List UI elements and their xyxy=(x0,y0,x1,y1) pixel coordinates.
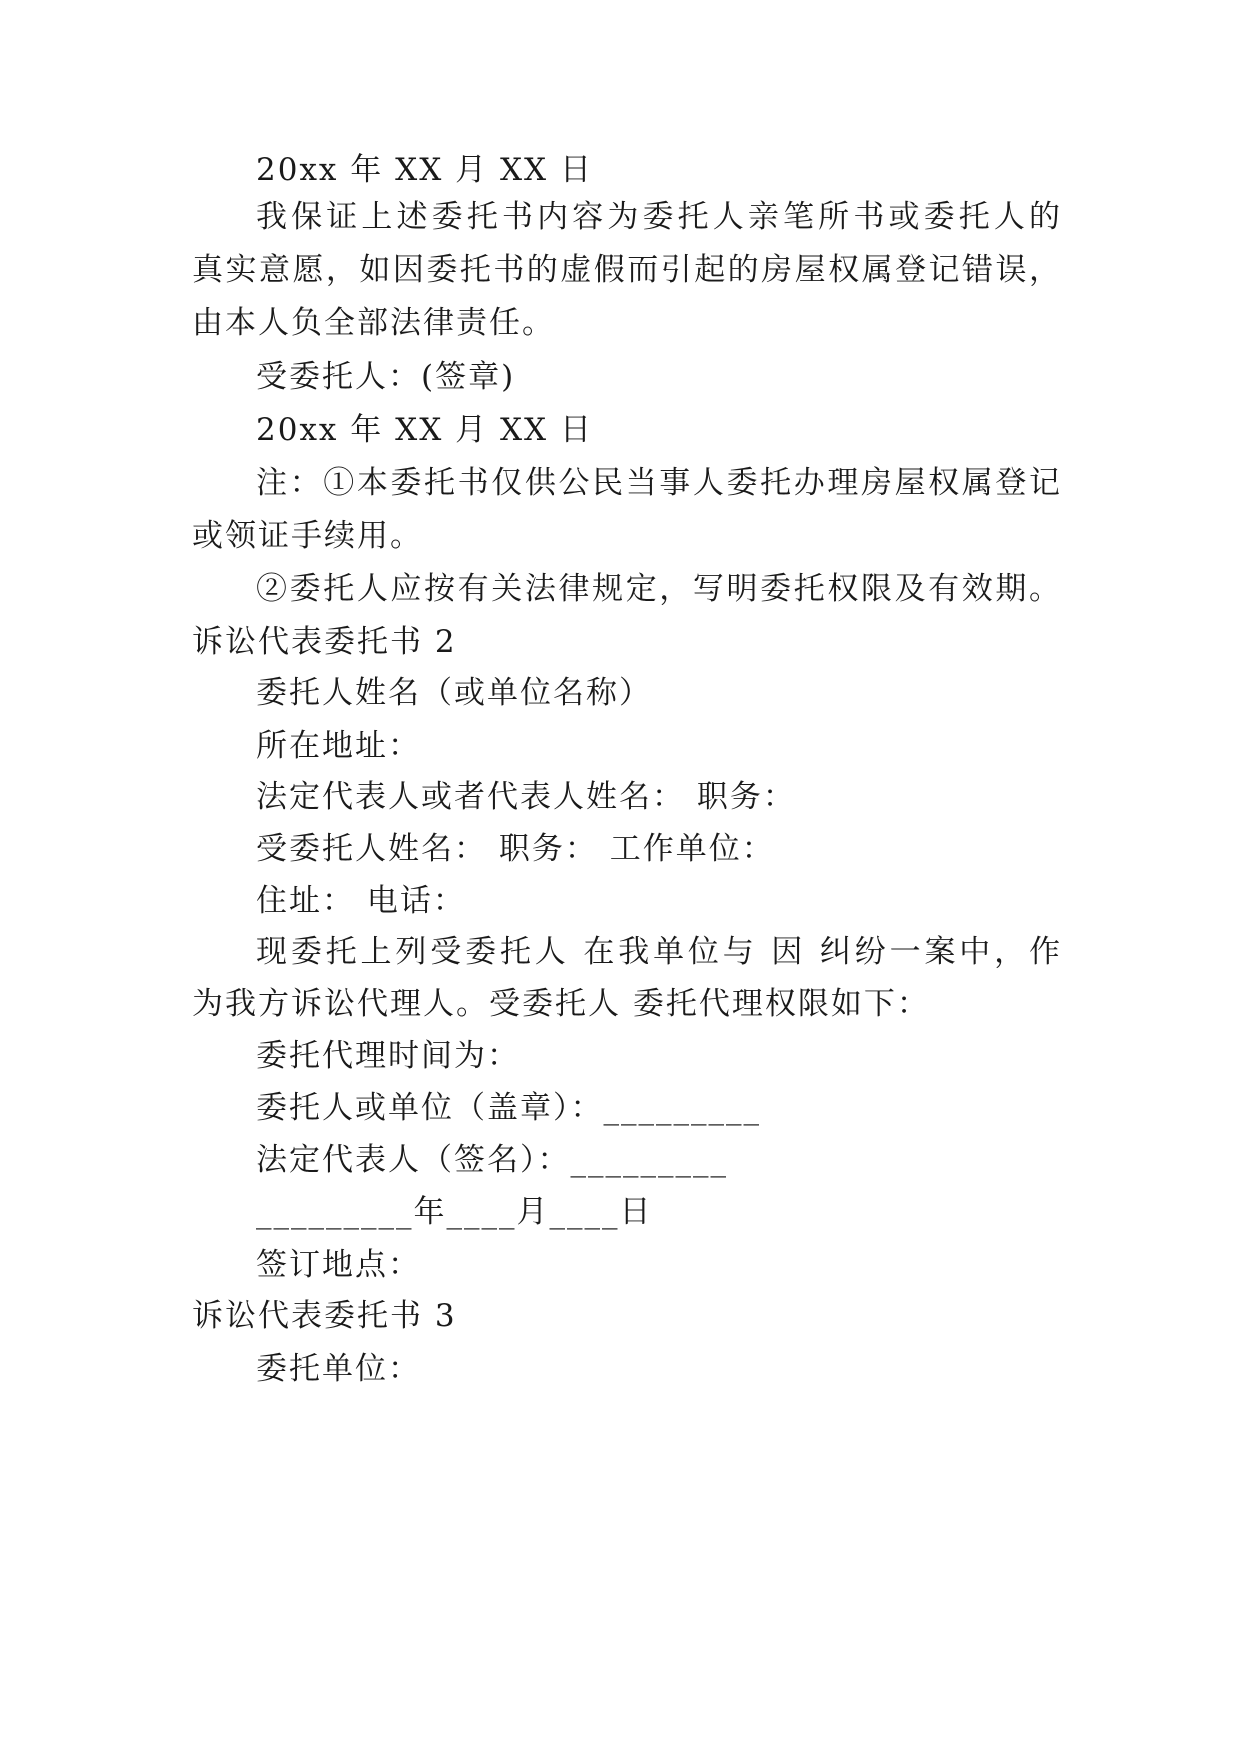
note-line-3: ②委托人应按有关法律规定，写明委托权限及有效期。 xyxy=(256,571,1060,607)
legal-representative-signature-field: 法定代表人（签名）：_________ xyxy=(256,1142,728,1178)
signing-place-field: 签订地点： xyxy=(256,1247,421,1283)
date-line: 20xx 年 XX 月 XX 日 xyxy=(256,412,593,448)
trustee-signature-line: 受委托人：(签章) xyxy=(256,359,516,395)
entrusting-unit-field: 委托单位： xyxy=(256,1351,421,1387)
legal-representative-field: 法定代表人或者代表人姓名： 职务： xyxy=(256,779,796,815)
section-heading-2: 诉讼代表委托书 2 xyxy=(192,624,457,660)
note-line-1: 注：①本委托书仅供公民当事人委托办理房屋权属登记 xyxy=(256,465,1060,501)
principal-name-field: 委托人姓名（或单位名称） xyxy=(256,675,652,711)
note-line-2: 或领证手续用。 xyxy=(192,518,423,554)
principal-seal-field: 委托人或单位（盖章）：_________ xyxy=(256,1090,761,1126)
entrustment-period-field: 委托代理时间为： xyxy=(256,1038,520,1074)
date-line: 20xx 年 XX 月 XX 日 xyxy=(256,152,593,188)
address-phone-field: 住址： 电话： xyxy=(256,883,466,919)
trustee-name-field: 受委托人姓名： 职务： 工作单位： xyxy=(256,831,775,867)
entrustment-paragraph-line-1: 现委托上列受委托人 在我单位与 因 纠纷一案中，作 xyxy=(256,934,1060,970)
guarantee-paragraph-line-1: 我保证上述委托书内容为委托人亲笔所书或委托人的 xyxy=(256,199,1060,235)
guarantee-paragraph-line-2: 真实意愿，如因委托书的虚假而引起的房屋权属登记错误， xyxy=(192,252,1060,288)
address-field: 所在地址： xyxy=(256,728,421,764)
section-heading-3: 诉讼代表委托书 3 xyxy=(192,1298,457,1334)
guarantee-paragraph-line-3: 由本人负全部法律责任。 xyxy=(192,305,555,341)
signing-date-field: _________年____月____日 xyxy=(256,1194,653,1230)
entrustment-paragraph-line-2: 为我方诉讼代理人。受委托人 委托代理权限如下： xyxy=(192,986,930,1022)
